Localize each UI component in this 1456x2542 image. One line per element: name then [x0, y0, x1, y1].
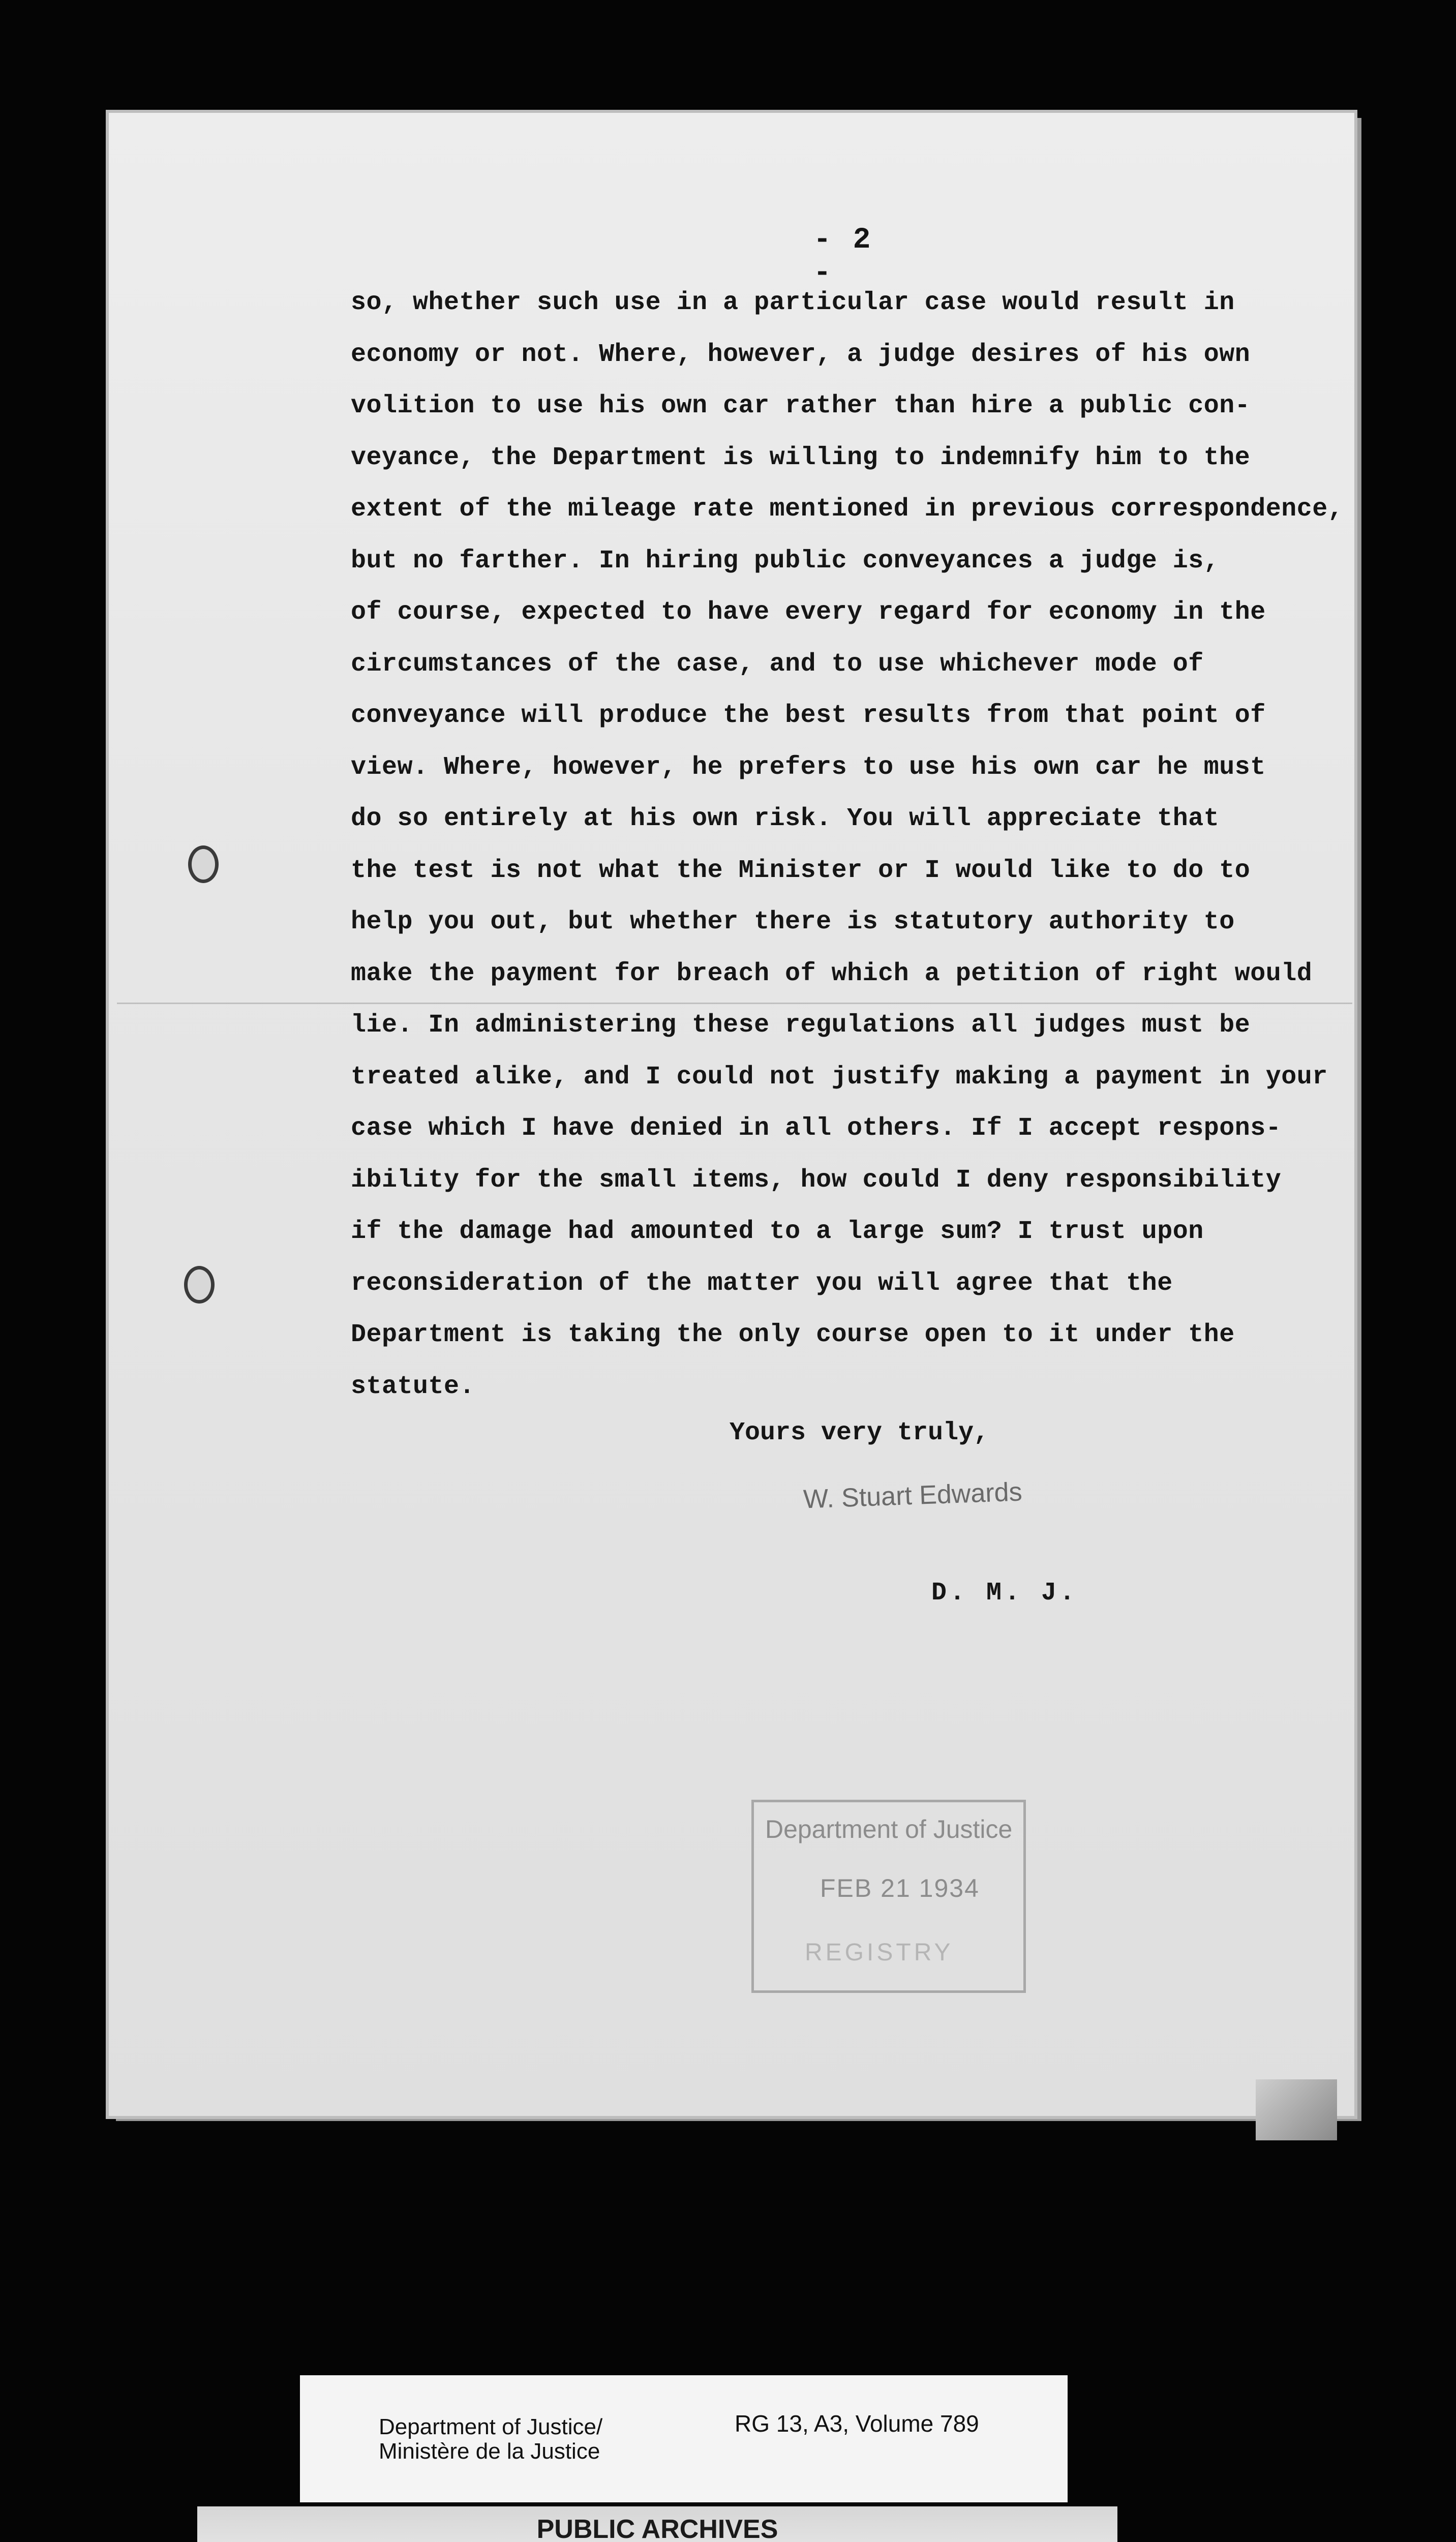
letter-line: of course, expected to have every regard for economy in the	[351, 598, 1266, 627]
letter-line: extent of the mileage rate mentioned in previous correspondence,	[351, 495, 1344, 524]
stamp-registry: REGISTRY	[805, 1939, 954, 1966]
archive-strip-line: PUBLIC ARCHIVES	[536, 2515, 778, 2542]
letter-line: if the damage had amounted to a large sum? I trust upon	[351, 1217, 1204, 1246]
stamp-title: Department of Justice	[765, 1815, 1013, 1843]
letter-line: view. Where, however, he prefers to use his own car he must	[351, 752, 1266, 782]
archive-reference-label	[300, 2375, 1068, 2502]
public-archives-strip	[197, 2506, 1117, 2542]
letter-line: make the payment for breach of which a petition of right would	[351, 959, 1313, 988]
punch-hole	[184, 1266, 215, 1304]
letter-line: treated alike, and I could not justify making a payment in your	[351, 1062, 1328, 1092]
page-number: - 2 -	[813, 224, 873, 290]
letter-line: conveyance will produce the best results from that point of	[351, 701, 1266, 730]
label-reference: RG 13, A3, Volume 789	[735, 2410, 979, 2437]
letter-line: so, whether such use in a particular case would result in	[351, 288, 1235, 317]
registry-stamp	[751, 1800, 1026, 1993]
letter-line: help you out, but whether there is statutory authority to	[351, 907, 1235, 936]
stamp-date: FEB 21 1934	[820, 1874, 980, 1902]
letter-line: do so entirely at his own risk. You will appreciate that	[351, 804, 1220, 833]
letter-line: Department is taking the only course open to it under the	[351, 1320, 1235, 1349]
sender-initials: D. M. J.	[931, 1579, 1078, 1608]
label-department	[379, 2415, 602, 2464]
letter-line: economy or not. Where, however, a judge desires of his own	[351, 340, 1251, 369]
letter-line: lie. In administering these regulations all judges must be	[351, 1011, 1251, 1040]
letter-line: case which I have denied in all others. If I accept respons-	[351, 1114, 1282, 1143]
letter-line: circumstances of the case, and to use whichever mode of	[351, 649, 1204, 679]
letter-line: volition to use his own car rather than hire a public con-	[351, 391, 1251, 420]
letter-body	[351, 277, 1342, 1412]
letter-line: ibility for the small items, how could I deny responsibility	[351, 1165, 1282, 1195]
label-department-line: Department of Justice/	[379, 2414, 603, 2439]
label-department-line: Ministère de la Justice	[379, 2439, 600, 2464]
letter-line: reconsideration of the matter you will agree that the	[351, 1268, 1173, 1298]
letter-line: statute.	[351, 1372, 475, 1401]
punch-hole	[188, 845, 219, 883]
letter-line: veyance, the Department is willing to indemnify him to the	[351, 443, 1251, 472]
letter-line: but no farther. In hiring public conveyances a judge is,	[351, 546, 1220, 576]
letter-line: the test is not what the Minister or I would like to do to	[351, 856, 1251, 885]
signature: W. Stuart Edwards	[803, 1477, 1023, 1515]
page-edge-shadow	[1256, 2079, 1337, 2140]
letter-closing: Yours very truly,	[730, 1418, 989, 1447]
